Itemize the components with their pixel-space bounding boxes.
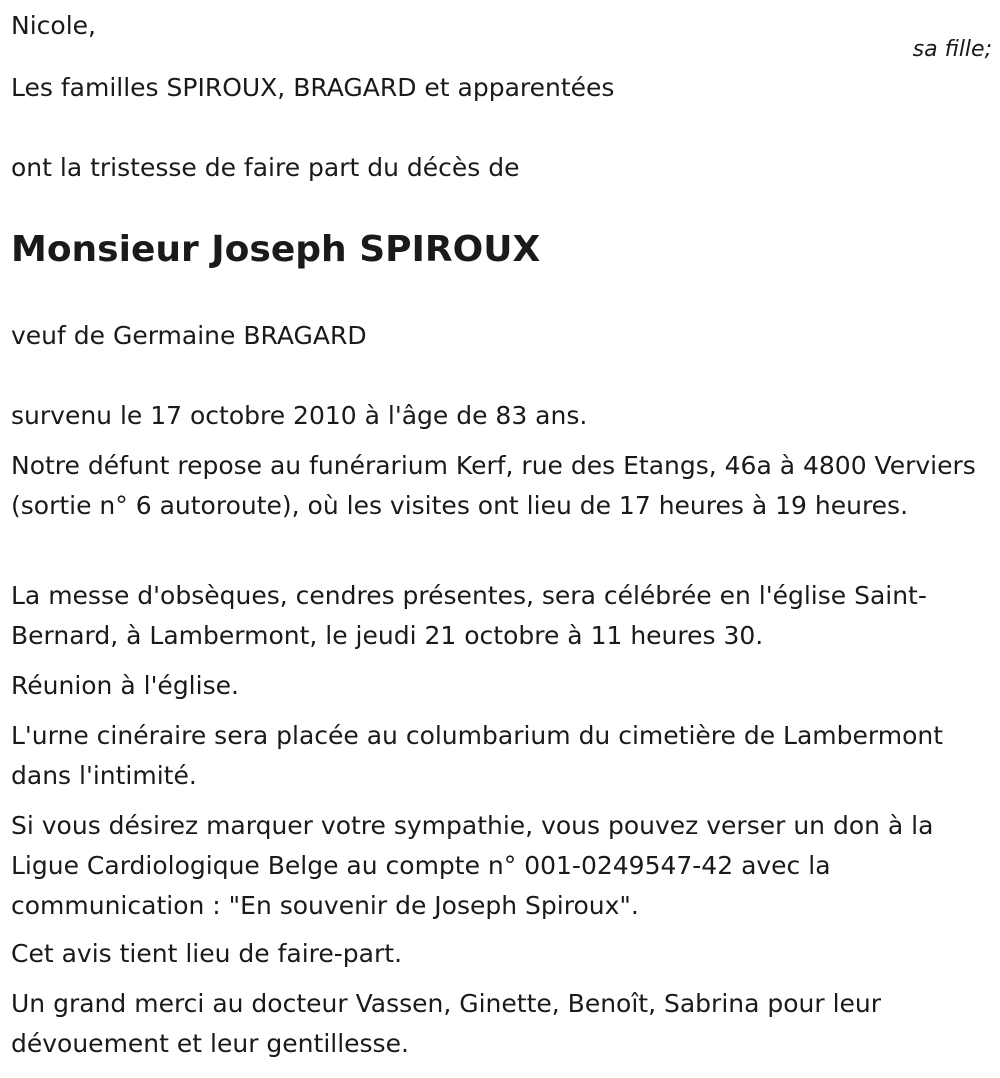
- paragraph-donation: Si vous désirez marquer votre sympathie, vous pouvez verser un don à la Ligue Cardiologique Belge au compte n° 001-0249547-42 avec la communication : "En souvenir de Joseph Spiroux".: [11, 811, 934, 920]
- announcement-text: ont la tristesse de faire part du décès de: [11, 153, 520, 182]
- greeting-text: Nicole,: [11, 11, 96, 40]
- paragraph-meeting: Réunion à l'église.: [11, 671, 239, 700]
- widower-text: veuf de Germaine BRAGARD: [11, 321, 367, 350]
- death-info-text: survenu le 17 octobre 2010 à l'âge de 83 ans.: [11, 401, 588, 430]
- paragraph-urn: L'urne cinéraire sera placée au columbarium du cimetière de Lambermont dans l'intimité.: [11, 721, 944, 790]
- paragraph-funeral-mass: La messe d'obsèques, cendres présentes, sera célébrée en l'église Saint-Bernard, à Lambermont, le jeudi 21 octobre à 11 heures 30.: [11, 581, 927, 650]
- paragraph-thanks: Un grand merci au docteur Vassen, Ginette, Benoît, Sabrina pour leur dévouement et leur gentillesse.: [11, 989, 882, 1058]
- families-text: Les familles SPIROUX, BRAGARD et apparentées: [11, 73, 615, 102]
- deceased-name: Monsieur Joseph SPIROUX: [11, 229, 541, 270]
- paragraph-notice: Cet avis tient lieu de faire-part.: [11, 939, 403, 968]
- relation-note: sa fille;: [912, 37, 992, 62]
- paragraph-visitation: Notre défunt repose au funérarium Kerf, rue des Etangs, 46a à 4800 Verviers (sortie n° 6 autoroute), où les visites ont lieu de 17 heures à 19 heures.: [11, 451, 976, 520]
